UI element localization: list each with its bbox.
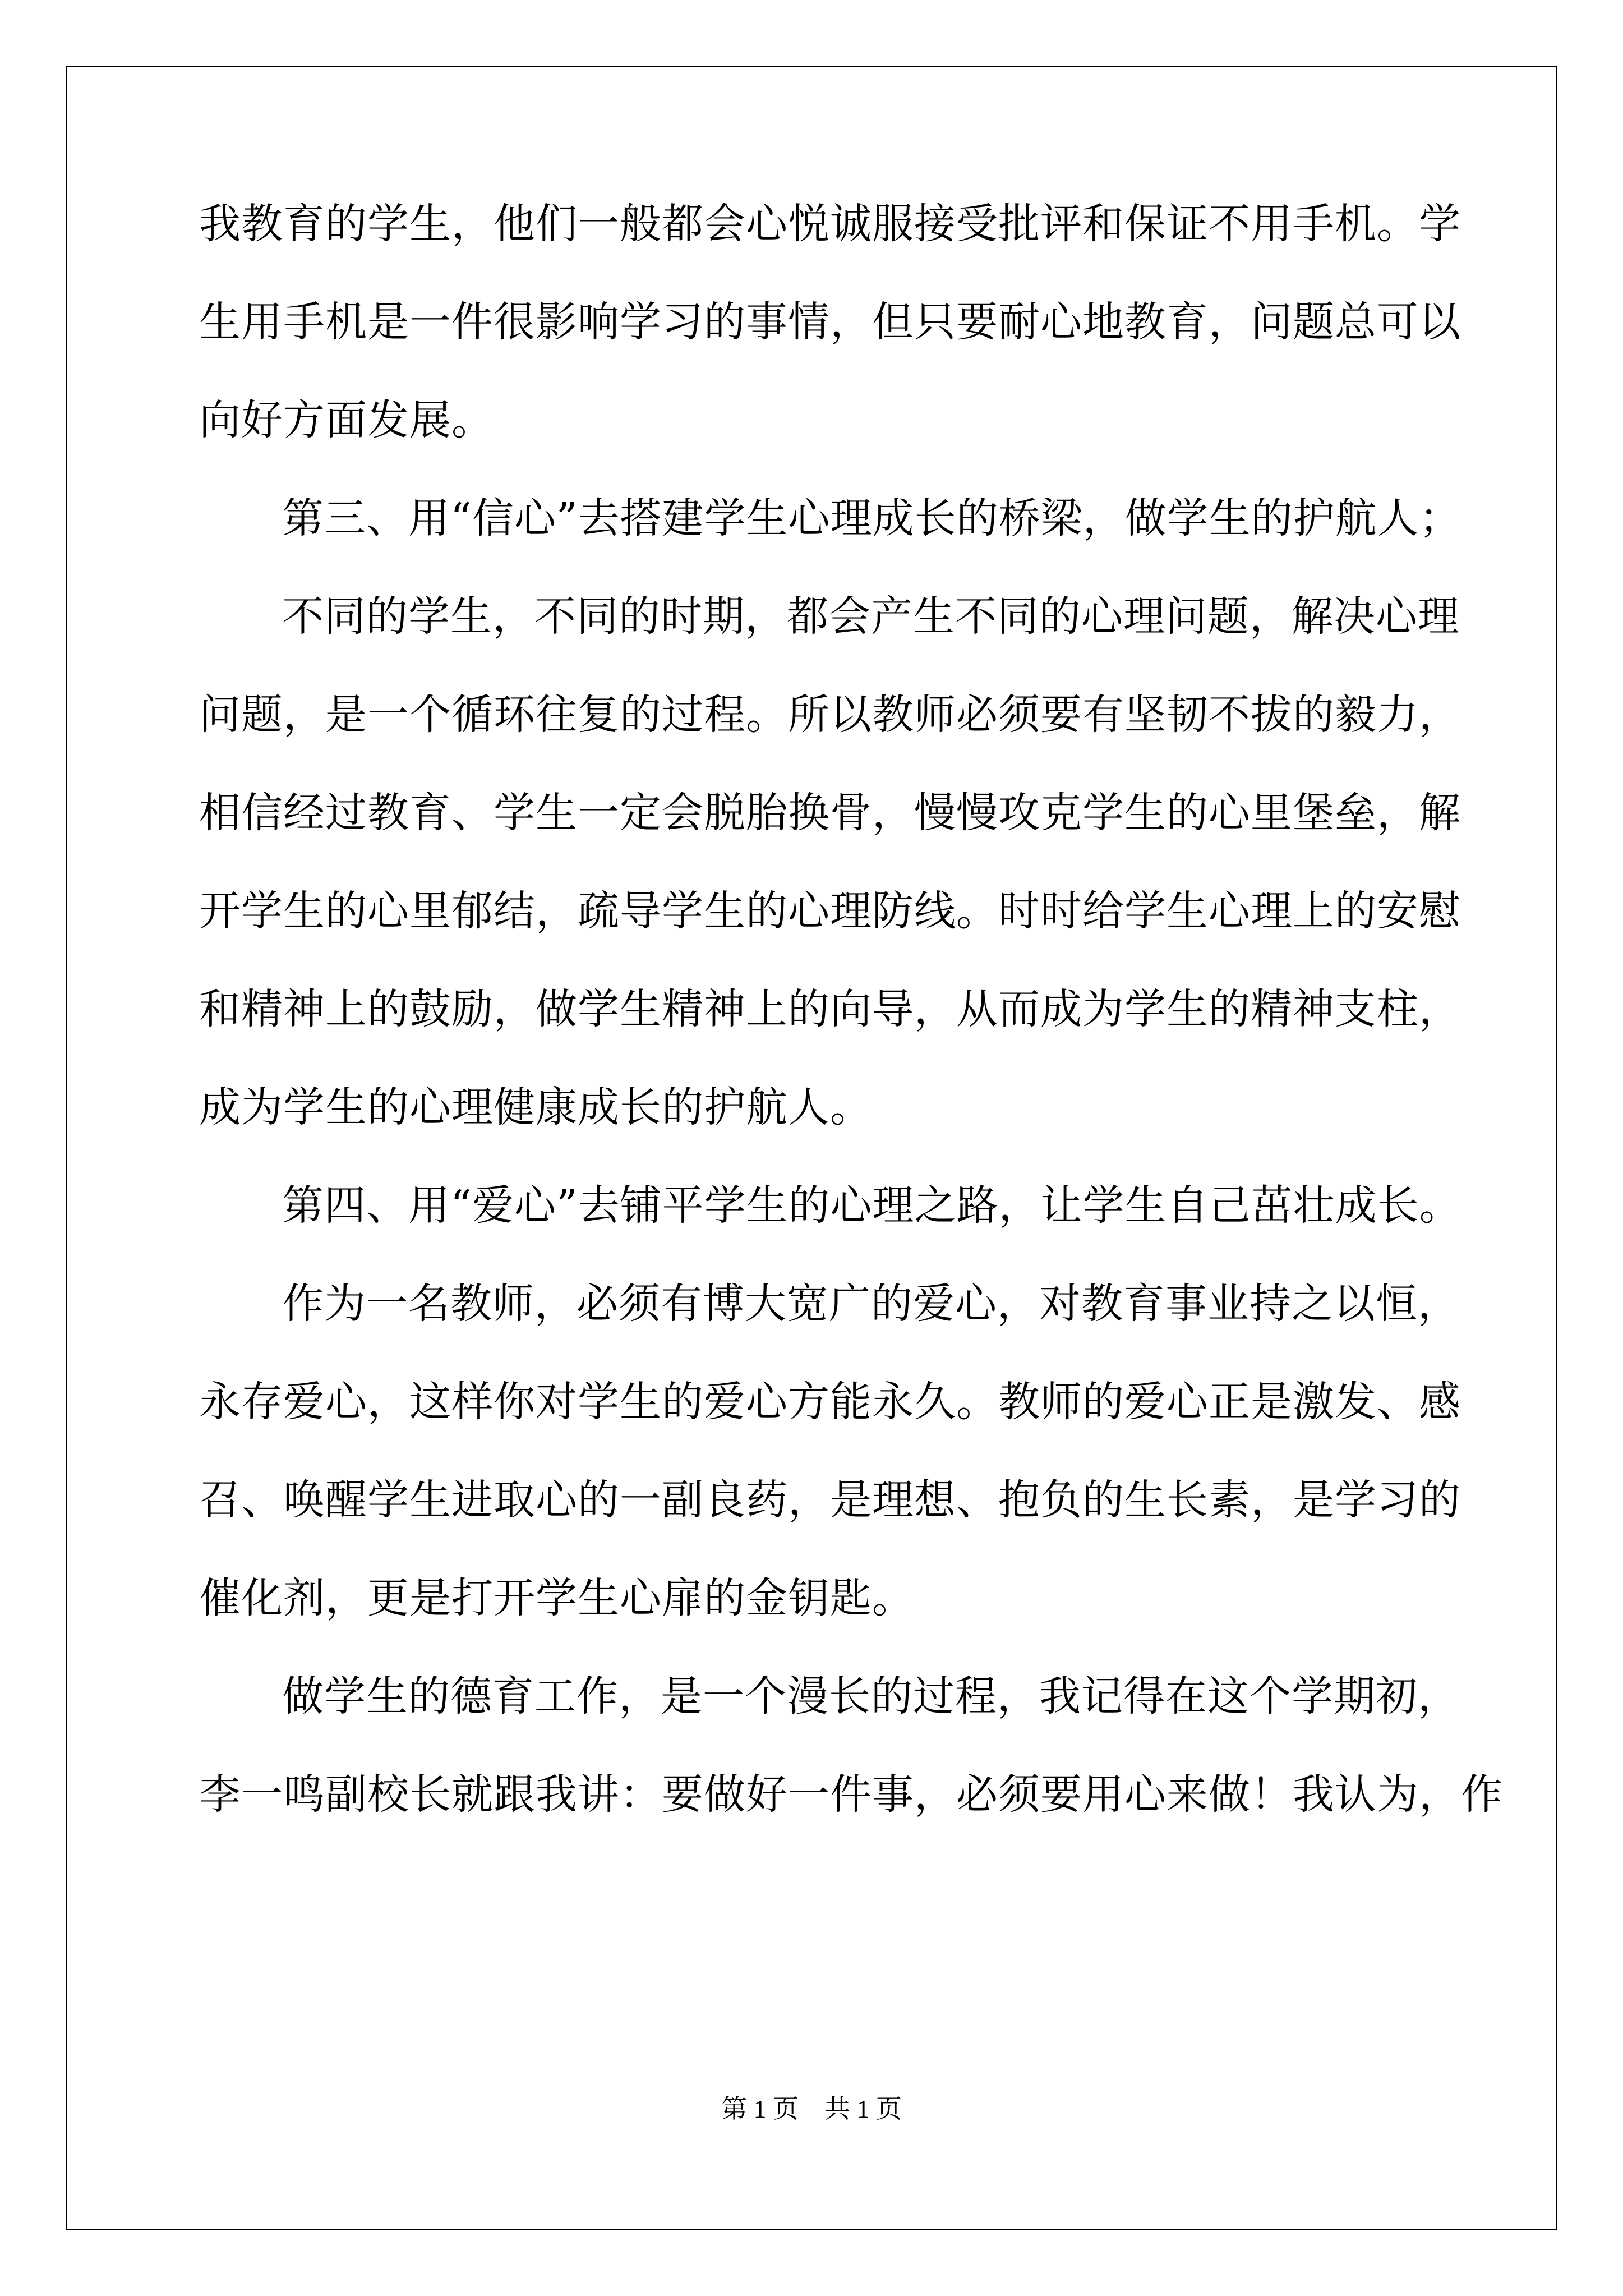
text-line: 生用手机是一件很影响学习的事情，但只要耐心地教育，问题总可以 — [199, 298, 1461, 346]
text-line: 做学生的德育工作，是一个漫长的过程，我记得在这个学期初， — [282, 1672, 1460, 1720]
text-line: 李一鸣副校长就跟我讲：要做好一件事，必须要用心来做！我认为，作 — [199, 1770, 1503, 1819]
text-line: 相信经过教育、学生一定会脱胎换骨，慢慢攻克学生的心里堡垒，解 — [199, 789, 1461, 837]
text-line: 和精神上的鼓励，做学生精神上的向导，从而成为学生的精神支柱， — [199, 985, 1461, 1033]
text-line: 催化剂，更是打开学生心扉的金钥匙。 — [199, 1574, 914, 1622]
text-line: 作为一名教师，必须有博大宽广的爱心，对教育事业持之以恒， — [282, 1280, 1460, 1328]
section-heading: 第四、用“爱心”去铺平学生的心理之路，让学生自己茁壮成长。 — [282, 1181, 1461, 1230]
text-line: 召、唤醒学生进取心的一副良药，是理想、抱负的生长素，是学习的 — [199, 1476, 1461, 1524]
text-line: 不同的学生，不同的时期，都会产生不同的心理问题，解决心理 — [282, 592, 1460, 641]
text-line: 开学生的心里郁结，疏导学生的心理防线。时时给学生心理上的安慰 — [199, 887, 1461, 935]
text-line: 我教育的学生，他们一般都会心悦诚服接受批评和保证不用手机。学 — [199, 200, 1461, 248]
text-line: 问题，是一个循环往复的过程。所以教师必须要有坚韧不拔的毅力， — [199, 691, 1461, 739]
text-line: 成为学生的心理健康成长的护航人。 — [199, 1083, 872, 1131]
section-heading: 第三、用“信心”去搭建学生心理成长的桥梁，做学生的护航人； — [282, 494, 1461, 542]
page-number-footer: 第 1 页 共 1 页 — [721, 2095, 902, 2123]
text-line: 向好方面发展。 — [199, 396, 494, 444]
text-line: 永存爱心，这样你对学生的爱心方能永久。教师的爱心正是激发、感 — [199, 1378, 1461, 1426]
